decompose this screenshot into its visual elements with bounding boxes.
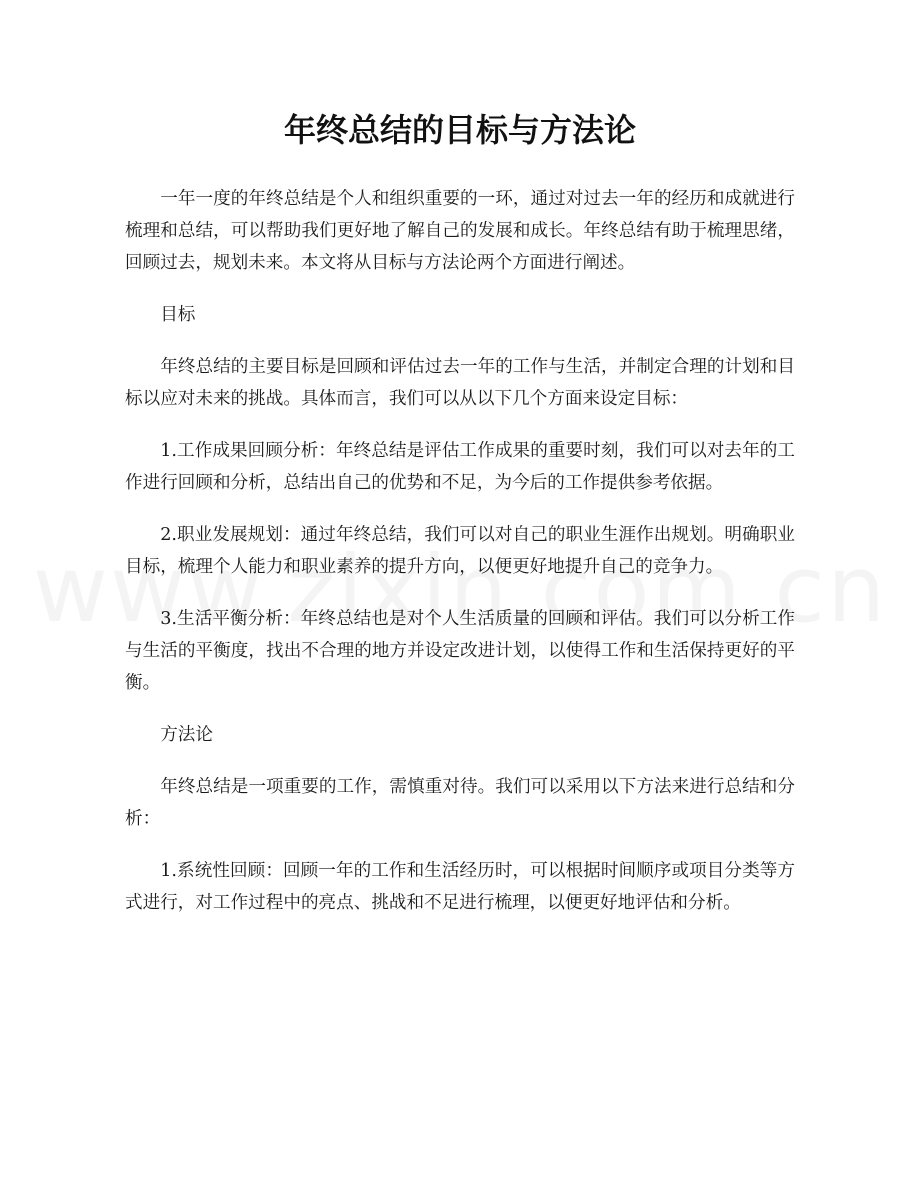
methodology-paragraph: 年终总结是一项重要的工作，需慎重对待。我们可以采用以下方法来进行总结和分析： — [125, 777, 795, 829]
goal-item-2: 2.职业发展规划：通过年终总结，我们可以对自己的职业生涯作出规划。明确职业目标，梳理个人能力和职业素养的提升方向，以便更好地提升自己的竞争力。 — [125, 525, 795, 577]
document-body — [125, 183, 795, 939]
method-item-1: 1.系统性回顾：回顾一年的工作和生活经历时，可以根据时间顺序或项目分类等方式进行，对工作过程中的亮点、挑战和不足进行梳理，以便更好地评估和分析。 — [125, 861, 795, 913]
document-title: 年终总结的目标与方法论 — [283, 111, 636, 149]
goal-item-1: 1.工作成果回顾分析：年终总结是评估工作成果的重要时刻，我们可以对去年的工作进行回顾和分析，总结出自己的优势和不足，为今后的工作提供参考依据。 — [125, 441, 795, 493]
section-heading-methodology: 方法论 — [160, 725, 213, 745]
intro-paragraph: 一年一度的年终总结是个人和组织重要的一环，通过对过去一年的经历和成就进行梳理和总结，可以帮助我们更好地了解自己的发展和成长。年终总结有助于梳理思绪，回顾过去，规划未来。本文将从目标与方法论两个方面进行阐述。 — [125, 189, 795, 273]
section-heading-goals: 目标 — [160, 305, 196, 325]
goals-paragraph: 年终总结的主要目标是回顾和评估过去一年的工作与生活，并制定合理的计划和目标以应对未来的挑战。具体而言，我们可以从以下几个方面来设定目标： — [125, 357, 795, 409]
goal-item-3: 3.生活平衡分析：年终总结也是对个人生活质量的回顾和评估。我们可以分析工作与生活的平衡度，找出不合理的地方并设定改进计划，以使得工作和生活保持更好的平衡。 — [125, 609, 795, 693]
